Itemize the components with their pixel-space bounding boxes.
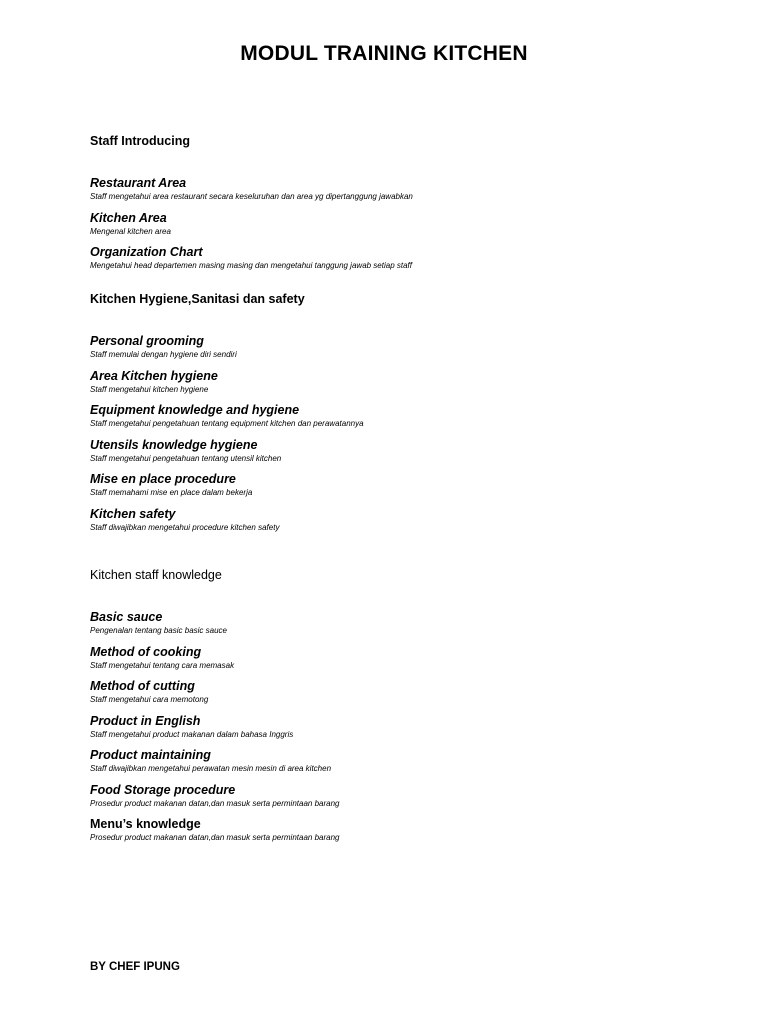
item-title: Restaurant Area	[90, 176, 187, 190]
list-item	[90, 402, 730, 437]
list-item	[90, 644, 730, 679]
section-staff-introducing	[90, 133, 730, 279]
item-description: Staff mengetahui pengetahuan tentang utensil kitchen	[90, 453, 282, 463]
item-title: Personal grooming	[90, 334, 204, 348]
list-item	[90, 437, 730, 472]
item-title: Method of cutting	[90, 679, 195, 693]
section-heading: Staff Introducing	[90, 134, 190, 148]
item-title: Food Storage procedure	[90, 782, 236, 797]
item-title: Equipment knowledge and hygiene	[90, 403, 300, 417]
list-item	[90, 368, 730, 403]
section-kitchen-hygiene	[90, 291, 730, 540]
item-description: Mengenal kitchen area	[90, 226, 171, 236]
list-item	[90, 609, 730, 644]
list-item	[90, 816, 730, 851]
item-description: Staff mengetahui tentang cara memasak	[90, 660, 235, 670]
list-item	[90, 506, 730, 541]
item-title: Mise en place procedure	[90, 472, 236, 486]
footer-author: BY CHEF IPUNG	[90, 961, 180, 973]
list-item	[90, 210, 730, 245]
item-description: Mengetahui head departemen masing masing dan mengetahui tanggung jawab setiap staff	[90, 261, 412, 270]
item-description: Staff mengetahui kitchen hygiene	[90, 384, 209, 394]
list-item	[90, 782, 730, 817]
item-description: Prosedur product makanan datan,dan masuk serta permintaan barang	[90, 798, 340, 808]
item-title: Menu’s knowledge	[90, 817, 201, 831]
page-title: MODUL TRAINING KITCHEN	[240, 42, 528, 65]
section-kitchen-staff-knowledge	[90, 567, 730, 851]
item-title: Product maintaining	[90, 748, 211, 762]
section-heading: Kitchen Hygiene,Sanitasi dan safety	[90, 292, 305, 306]
list-item	[90, 175, 730, 210]
item-description: Staff memulai dengan hygiene diri sendiri	[90, 350, 237, 359]
item-description: Staff memahami mise en place dalam bekerja	[90, 488, 253, 497]
item-title: Kitchen Area	[90, 210, 167, 225]
item-description: Prosedur product makanan datan,dan masuk serta permintaan barang	[90, 833, 340, 842]
item-title: Utensils knowledge hygiene	[90, 437, 258, 452]
list-item	[90, 678, 730, 713]
item-description: Staff mengetahui product makanan dalam bahasa Inggris	[90, 729, 294, 739]
item-description: Staff mengetahui pengetahuan tentang equipment kitchen dan perawatannya	[90, 419, 364, 428]
item-description: Pengenalan tentang basic basic sauce	[90, 626, 227, 635]
list-item	[90, 471, 730, 506]
item-title: Kitchen safety	[90, 506, 176, 521]
item-title: Area Kitchen hygiene	[90, 368, 218, 383]
list-item	[90, 244, 730, 279]
item-description: Staff diwajibkan mengetahui procedure kitchen safety	[90, 522, 280, 532]
item-description: Staff mengetahui cara memotong	[90, 695, 209, 704]
section-heading: Kitchen staff knowledge	[90, 568, 222, 582]
item-title: Product in English	[90, 713, 201, 728]
item-title: Basic sauce	[90, 610, 163, 624]
list-item	[90, 333, 730, 368]
item-title: Organization Chart	[90, 245, 203, 259]
item-title: Method of cooking	[90, 644, 202, 659]
item-description: Staff mengetahui area restaurant secara keseluruhan dan area yg dipertanggung jawabkan	[90, 192, 413, 201]
list-item	[90, 747, 730, 782]
item-description: Staff diwajibkan mengetahui perawatan mesin mesin di area kitchen	[90, 764, 332, 773]
list-item	[90, 713, 730, 748]
